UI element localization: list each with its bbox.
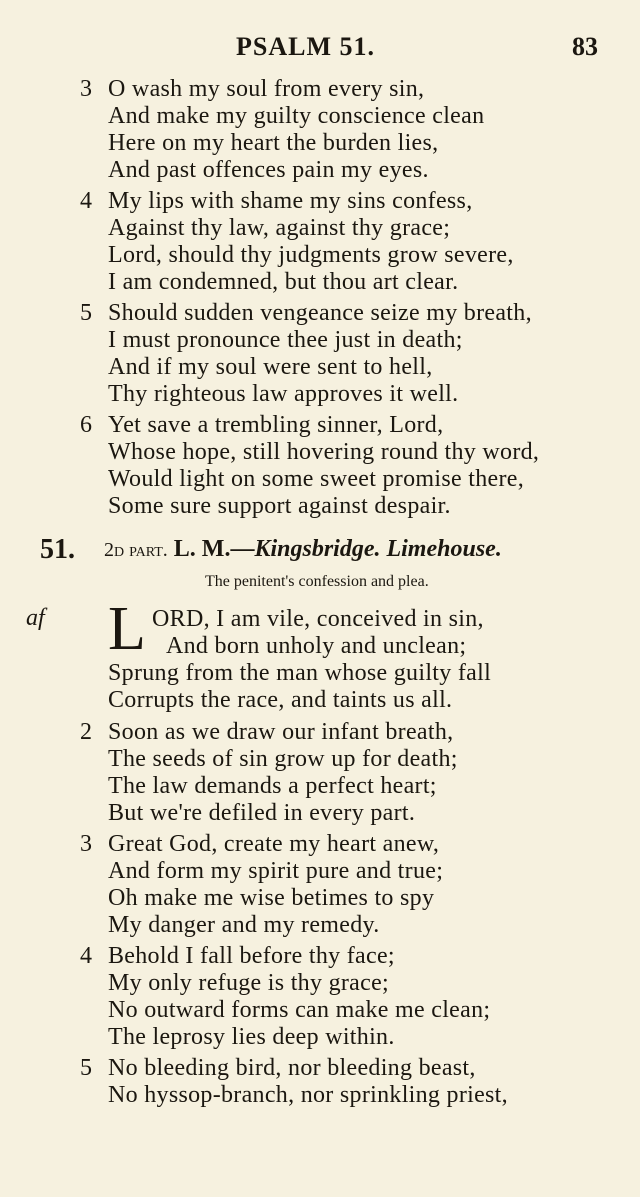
- verse-line: Should sudden vengeance seize my breath,: [108, 300, 532, 326]
- verse-line: Corrupts the race, and taints us all.: [108, 687, 453, 713]
- verse-line: ORD, I am vile, conceived in sin,: [152, 606, 484, 632]
- drop-cap: L: [108, 595, 146, 663]
- stanza-number: 6: [80, 412, 92, 438]
- verse-line: I must pronounce thee just in death;: [108, 327, 463, 353]
- verse-line: The law demands a perfect heart;: [108, 773, 437, 799]
- verse-line: My only refuge is thy grace;: [108, 970, 389, 996]
- hymn-subtitle: The penitent's confession and plea.: [205, 573, 429, 590]
- verse-line: The seeds of sin grow up for death;: [108, 746, 458, 772]
- page-title: PSALM 51.: [236, 32, 375, 61]
- part-label: 2d part.: [104, 539, 168, 561]
- stanza-number: 5: [80, 300, 92, 326]
- stanza-number: 4: [80, 943, 92, 969]
- verse-line: My danger and my remedy.: [108, 912, 380, 938]
- stanza-number: 2: [80, 719, 92, 745]
- verse-line: Whose hope, still hovering round thy word,: [108, 439, 540, 465]
- verse-line: And make my guilty conscience clean: [108, 103, 485, 129]
- verse-line: No hyssop-branch, nor sprinkling priest,: [108, 1082, 508, 1108]
- verse-line: Some sure support against despair.: [108, 493, 451, 519]
- verse-line: Great God, create my heart anew,: [108, 831, 440, 857]
- running-head: [0, 32, 640, 64]
- stanza-number: 4: [80, 188, 92, 214]
- verse-line: O wash my soul from every sin,: [108, 76, 425, 102]
- verse-line: Here on my heart the burden lies,: [108, 130, 439, 156]
- verse-line: And past offences pain my eyes.: [108, 157, 429, 183]
- verse-line: And form my spirit pure and true;: [108, 858, 444, 884]
- verse-line: The leprosy lies deep within.: [108, 1024, 395, 1050]
- verse-line: My lips with shame my sins confess,: [108, 188, 473, 214]
- page-number: 83: [572, 32, 598, 61]
- verse-line: Yet save a trembling sinner, Lord,: [108, 412, 444, 438]
- stanza-number: 3: [80, 76, 92, 102]
- verse-line: I am condemned, but thou art clear.: [108, 269, 459, 295]
- verse-line: Soon as we draw our infant breath,: [108, 719, 454, 745]
- verse-line: And if my soul were sent to hell,: [108, 354, 433, 380]
- verse-line: Behold I fall before thy face;: [108, 943, 395, 969]
- verse-line: Would light on some sweet promise there,: [108, 466, 524, 492]
- verse-line: No bleeding bird, nor bleeding beast,: [108, 1055, 476, 1081]
- verse-line: Against thy law, against thy grace;: [108, 215, 451, 241]
- verse-line: Lord, should thy judgments grow severe,: [108, 242, 514, 268]
- stanza-number: 3: [80, 831, 92, 857]
- verse-line: Sprung from the man whose guilty fall: [108, 660, 492, 686]
- verse-line: Oh make me wise betimes to spy: [108, 885, 435, 911]
- hymn-number: 51.: [40, 534, 75, 565]
- stanza-number: 5: [80, 1055, 92, 1081]
- verse-line: Thy righteous law approves it well.: [108, 381, 459, 407]
- dynamics-mark: af: [26, 605, 45, 631]
- verse-line: No outward forms can make me clean;: [108, 997, 491, 1023]
- meter-label: L. M.—: [173, 536, 255, 562]
- verse-line: But we're defiled in every part.: [108, 800, 416, 826]
- hymn-heading: [104, 536, 502, 563]
- tune-names: Kingsbridge. Limehouse.: [254, 536, 502, 562]
- verse-line: And born unholy and unclean;: [166, 633, 467, 659]
